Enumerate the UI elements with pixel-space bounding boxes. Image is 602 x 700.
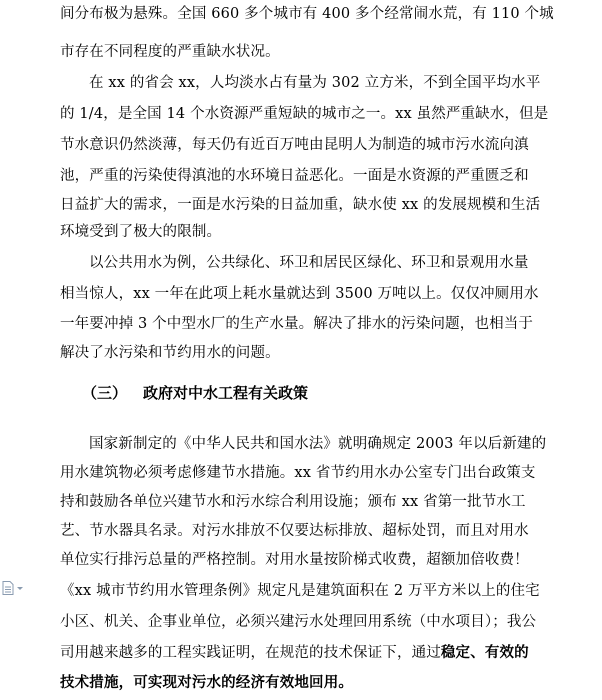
paragraph4-line7: 小区、机关、企事业单位，必须兴建污水处理回用系统（中水项目）；我公 — [60, 614, 537, 630]
paragraph1-line1: 间分布极为悬殊。全国 660 多个城市有 400 多个经常闹水荒，有 110 个城 — [60, 6, 554, 22]
paragraph4-line8-bold: 稳定、有效的 — [440, 644, 529, 661]
section-title: 政府对中水工程有关政策 — [143, 384, 309, 402]
paragraph4-line2: 用水建筑物必须考虑修建节水措施。xx 省节约用水办公室专门出台政策支 — [60, 465, 536, 481]
paragraph2-line1: 在 xx 的省会 xx，人均淡水占有量为 302 立方米，不到全国平均水平 — [89, 75, 541, 91]
paragraph3-line3: 一年要冲掉 3 个中型水厂的生产水量。解决了排水的污染问题，也相当于 — [60, 316, 534, 332]
paragraph2-line4: 池，严重的污染使得滇池的水环境日益恶化。一面是水资源的严重匮乏和 — [60, 168, 529, 184]
paragraph2-line2: 的 1/4，是全国 14 个水资源严重短缺的城市之一。xx 虽然严重缺水，但是 — [60, 106, 549, 122]
paragraph1-line2: 市存在不同程度的严重缺水状况。 — [60, 44, 280, 60]
paragraph4-line8-normal: 司用越来越多的工程实践证明，在规范的技术保证下，通过 — [60, 645, 441, 661]
section-heading — [82, 382, 308, 404]
paragraph3-line4: 解决了水污染和节约用水的问题。 — [60, 345, 280, 361]
section-number: （三） — [82, 384, 128, 402]
paragraph4-line3: 持和鼓励各单位兴建节水和污水综合利用设施；颁布 xx 省第一批节水工 — [60, 494, 526, 510]
paragraph4-line9: 技术措施，可实现对污水的经济有效地回用。 — [60, 674, 353, 691]
paragraph4-line5: 单位实行排污总量的严格控制。对用水量按阶梯式收费，超额加倍收费！ — [60, 552, 529, 568]
paragraph3-line1: 以公共用水为例，公共绿化、环卫和居民区绿化、环卫和景观用水量 — [89, 255, 529, 271]
paragraph4-line4: 艺、节水器具名录。对污水排放不仅要达标排放、超标处罚，而且对用水 — [60, 523, 529, 539]
paragraph4-line8 — [60, 643, 540, 663]
paragraph2-line6: 环境受到了极大的限制。 — [60, 224, 222, 240]
paragraph4-line6: 《xx 城市节约用水管理条例》规定凡是建筑面积在 2 万平方米以上的住宅 — [60, 583, 540, 599]
paragraph4-line1: 国家新制定的《中华人民共和国水法》就明确规定 2003 年以后新建的 — [89, 436, 547, 452]
document-icon[interactable] — [2, 580, 24, 594]
paragraph2-line3: 节水意识仍然淡薄，每天仍有近百万吨由昆明人为制造的城市污水流向滇 — [60, 137, 529, 153]
paragraph3-line2: 相当惊人，xx 一年在此项上耗水量就达到 3500 万吨以上。仅仅冲厕用水 — [60, 286, 539, 302]
paragraph2-line5: 日益扩大的需求，一面是水污染的日益加重，缺水使 xx 的发展规模和生活 — [60, 197, 541, 213]
